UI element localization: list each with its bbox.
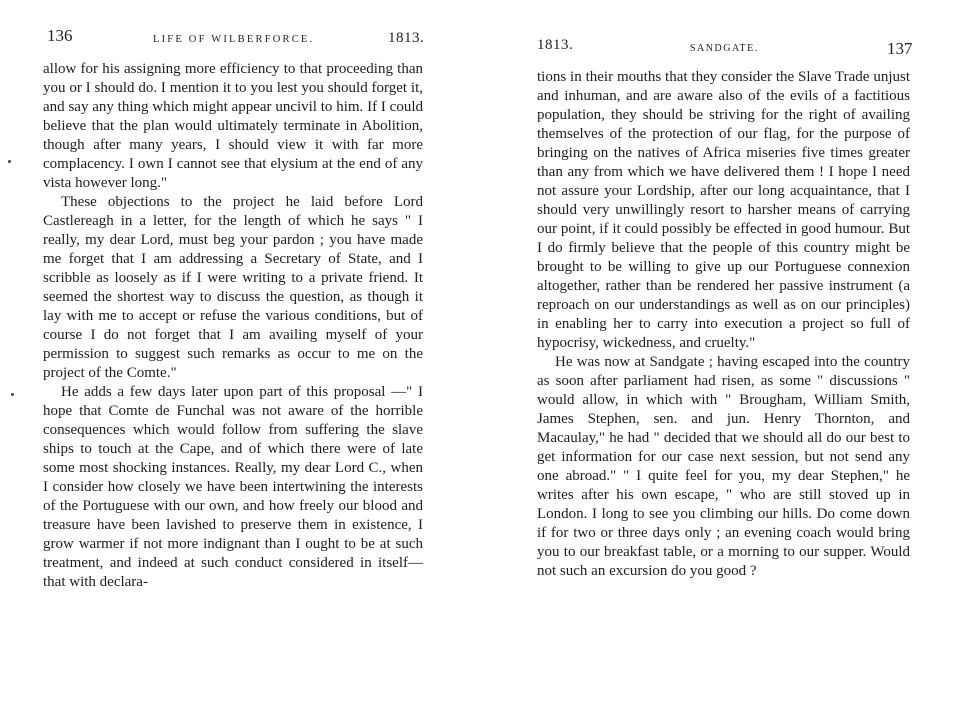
running-title: LIFE OF WILBERFORCE.: [153, 34, 315, 45]
page-body: [537, 68, 910, 581]
page-body: [43, 60, 423, 592]
running-title: SANDGATE.: [690, 43, 759, 54]
left-page: [0, 0, 470, 705]
paragraph: tions in their mouths that they consider the Slave Trade unjust and inhuman, and are aware also of the evils of a factitious population, they should be striving for the right of availing themselves of the protection of our flag, for the purpose of bringing on the natives of Africa miseries five times greater than any from which we have delivered them ! I hope I need not assure your Lordship, after our long acquaintance, that I should very unwillingly resort to harsher means of carrying our point, if it could possibly be effected in good humour. But I do firmly believe that the people of this country might be brought to be willing to give up our Portuguese connexion altogether, rather than be rendered her passive instrument (a reproach on our understandings as well as on our principles) in enabling her to carry into execution a project so full of hypocrisy, wickedness, and cruelty.": [537, 69, 910, 351]
page-number: 137: [887, 39, 913, 58]
scan-speck: [8, 160, 11, 163]
paragraph: He adds a few days later upon part of this proposal —" I hope that Comte de Funchal was not aware of the horrible consequences which would follow from suffering the slave ships to touch at the Cape, and of which there were of late some most shocking instances. Really, my dear Lord C., when I consider how closely we have been intertwining the interests of the Portuguese with our own, and how freely our blood and treasure have been lavished to preserve them in existence, I grow warmer if not more indignant than I ought to be at such treatment, and indeed at such conduct considered in itself—that with declara-: [43, 384, 423, 590]
page-number: 136: [47, 26, 73, 45]
paragraph: allow for his assigning more efficiency to that proceeding than you or I should do. I mention it to you lest you should forget it, and say any thing which might appear uncivil to him. If I could believe that the plan would ultimately terminate in Abolition, though after many years, I should view it with far more complacency. I own I cannot see that elysium at the end of any vista however long.": [43, 61, 423, 191]
header-year: 1813.: [388, 30, 425, 46]
paragraph: These objections to the project he laid before Lord Castlereagh in a letter, for the length of which he says " I really, my dear Lord, must beg your pardon ; you have made me forget that I am addressing a Secretary of State, and I scribble as loosely as if I were writing to a private friend. It seemed the shortest way to discuss the question, as though it lay with me to accept or refuse the various conditions, but of course I do not forget that I am availing myself of your permission to suggest such remarks as occur to me on the project of the Comte.": [43, 194, 423, 381]
right-page: [490, 0, 980, 705]
paragraph: He was now at Sandgate ; having escaped into the country as soon after parliament had risen, as some " discussions " would allow, in which with " Brougham, William Smith, James Stephen, sen. and jun. Henry Thornton, and Macaulay," he had " decided that we should all do our best to get information for our case next session, but not send any one abroad." " I quite feel for you, my dear Stephen," he writes after his own escape, " who are still stoved up in London. I long to see you climbing our hills. Do come down if for two or three days only ; an evening coach would bring you to our breakfast table, or a morning to our supper. Would not such an excursion do you good ?: [537, 354, 910, 579]
header-year: 1813.: [537, 37, 574, 53]
scan-speck: [11, 393, 14, 396]
